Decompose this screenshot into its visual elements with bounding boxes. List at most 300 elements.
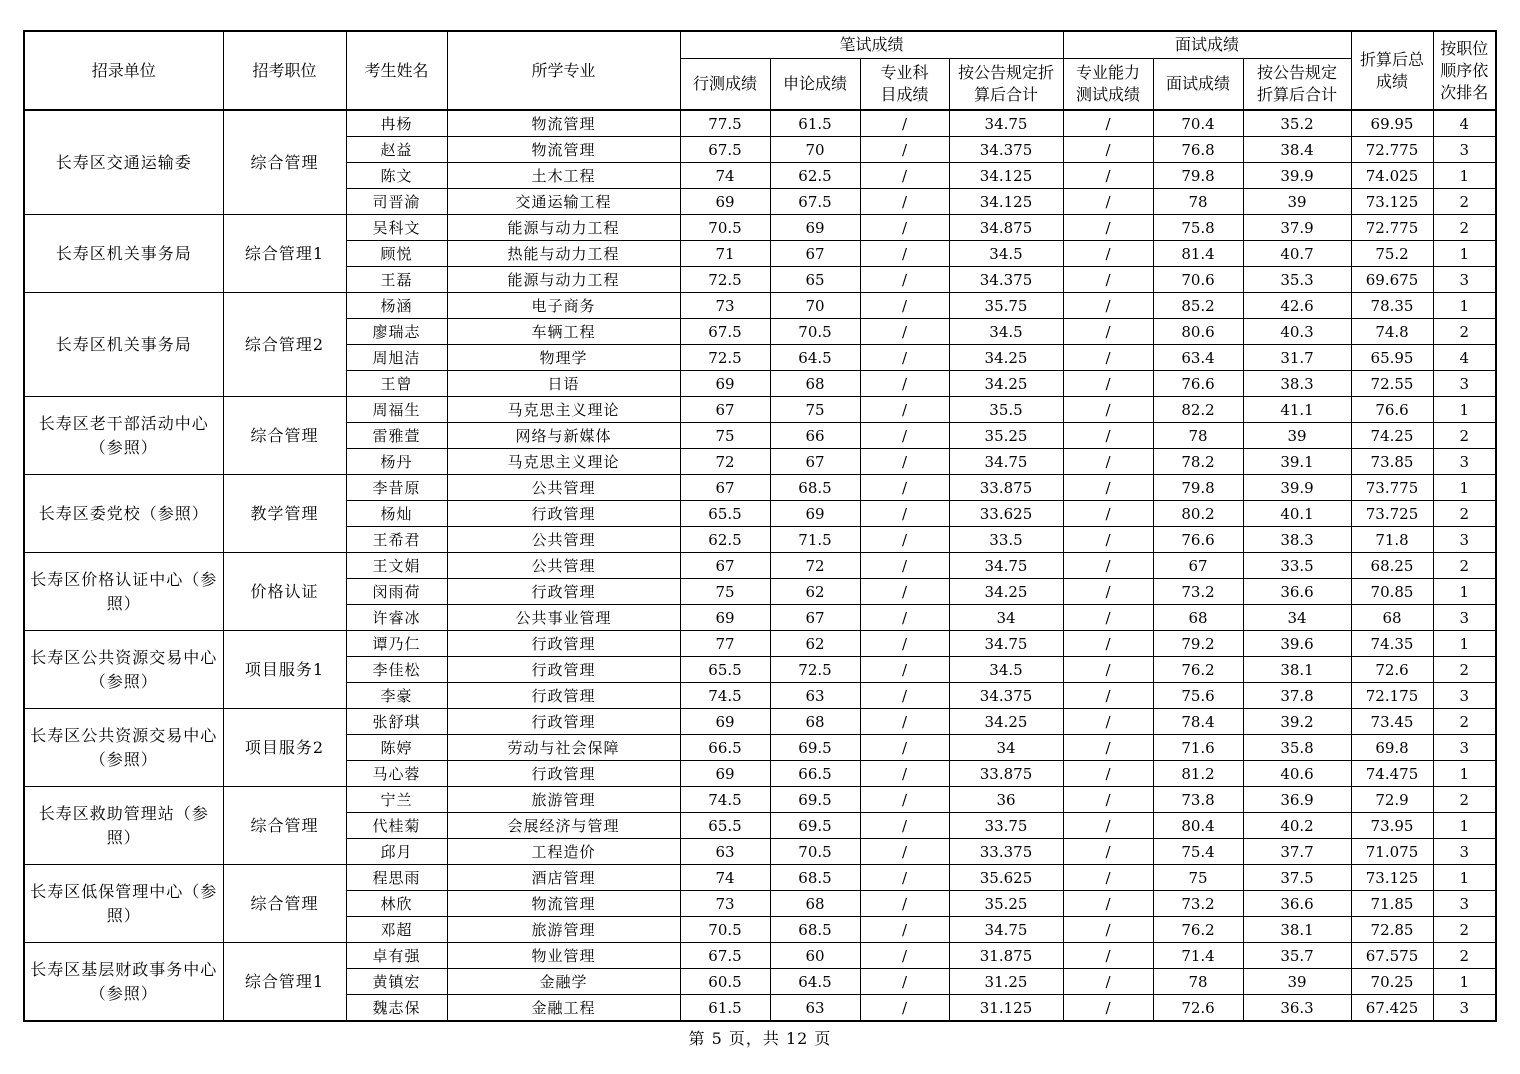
major: 物流管理 [447, 137, 680, 163]
xingce-score: 73 [680, 891, 770, 917]
shenlun-score: 67 [770, 605, 860, 631]
rank: 2 [1433, 423, 1496, 449]
major: 旅游管理 [447, 787, 680, 813]
header-interview: 面试成绩 [1153, 59, 1243, 111]
major: 金融学 [447, 969, 680, 995]
header-written-total: 按公告规定折算后合计 [949, 59, 1063, 111]
written-total: 33.5 [949, 527, 1063, 553]
table-row [24, 553, 1496, 579]
rank: 1 [1433, 579, 1496, 605]
special-subject-score: / [860, 969, 949, 995]
ability-test-score: / [1063, 813, 1153, 839]
ability-test-score: / [1063, 631, 1153, 657]
xingce-score: 72 [680, 449, 770, 475]
shenlun-score: 75 [770, 397, 860, 423]
special-subject-score: / [860, 293, 949, 319]
ability-test-score: / [1063, 189, 1153, 215]
written-total: 33.375 [949, 839, 1063, 865]
candidate-name: 邱月 [346, 839, 447, 865]
interview-total: 39.9 [1243, 475, 1351, 501]
major: 物流管理 [447, 891, 680, 917]
xingce-score: 73 [680, 293, 770, 319]
major: 车辆工程 [447, 319, 680, 345]
interview-total: 39 [1243, 189, 1351, 215]
special-subject-score: / [860, 605, 949, 631]
interview-score: 79.8 [1153, 163, 1243, 189]
interview-total: 35.3 [1243, 267, 1351, 293]
written-total: 34.25 [949, 371, 1063, 397]
rank: 3 [1433, 137, 1496, 163]
written-total: 34.375 [949, 683, 1063, 709]
ability-test-score: / [1063, 501, 1153, 527]
special-subject-score: / [860, 813, 949, 839]
shenlun-score: 66 [770, 423, 860, 449]
interview-score: 82.2 [1153, 397, 1243, 423]
interview-score: 80.2 [1153, 501, 1243, 527]
header-written-group: 笔试成绩 [680, 31, 1063, 59]
final-total: 73.125 [1351, 189, 1433, 215]
major: 马克思主义理论 [447, 397, 680, 423]
interview-score: 73.2 [1153, 579, 1243, 605]
job-position: 教学管理 [223, 475, 346, 553]
rank: 1 [1433, 969, 1496, 995]
ability-test-score: / [1063, 943, 1153, 969]
xingce-score: 65.5 [680, 813, 770, 839]
final-total: 73.125 [1351, 865, 1433, 891]
candidate-name: 顾悦 [346, 241, 447, 267]
shenlun-score: 67.5 [770, 189, 860, 215]
final-total: 68.25 [1351, 553, 1433, 579]
recruiting-unit: 长寿区交通运输委 [24, 110, 223, 215]
recruiting-unit: 长寿区基层财政事务中心（参照） [24, 943, 223, 1022]
major: 劳动与社会保障 [447, 735, 680, 761]
candidate-name: 王希君 [346, 527, 447, 553]
xingce-score: 75 [680, 423, 770, 449]
major: 能源与动力工程 [447, 215, 680, 241]
special-subject-score: / [860, 995, 949, 1022]
interview-score: 72.6 [1153, 995, 1243, 1022]
major: 土木工程 [447, 163, 680, 189]
major: 网络与新媒体 [447, 423, 680, 449]
interview-score: 73.2 [1153, 891, 1243, 917]
ability-test-score: / [1063, 709, 1153, 735]
final-total: 72.175 [1351, 683, 1433, 709]
candidate-name: 周福生 [346, 397, 447, 423]
final-total: 73.775 [1351, 475, 1433, 501]
table-row [24, 865, 1496, 891]
written-total: 33.875 [949, 761, 1063, 787]
final-total: 74.8 [1351, 319, 1433, 345]
interview-total: 38.3 [1243, 371, 1351, 397]
xingce-score: 67.5 [680, 137, 770, 163]
shenlun-score: 62 [770, 631, 860, 657]
interview-total: 36.9 [1243, 787, 1351, 813]
rank: 2 [1433, 917, 1496, 943]
shenlun-score: 63 [770, 995, 860, 1022]
candidate-name: 杨丹 [346, 449, 447, 475]
job-position: 价格认证 [223, 553, 346, 631]
interview-score: 76.6 [1153, 527, 1243, 553]
final-total: 71.85 [1351, 891, 1433, 917]
interview-total: 40.2 [1243, 813, 1351, 839]
special-subject-score: / [860, 137, 949, 163]
written-total: 34.875 [949, 215, 1063, 241]
rank: 1 [1433, 241, 1496, 267]
rank: 3 [1433, 371, 1496, 397]
xingce-score: 67 [680, 553, 770, 579]
ability-test-score: / [1063, 241, 1153, 267]
job-position: 综合管理 [223, 787, 346, 865]
special-subject-score: / [860, 397, 949, 423]
special-subject-score: / [860, 891, 949, 917]
interview-score: 75.6 [1153, 683, 1243, 709]
xingce-score: 72.5 [680, 267, 770, 293]
ability-test-score: / [1063, 267, 1153, 293]
header-interview-total: 按公告规定折算后合计 [1243, 59, 1351, 111]
page-footer: 第 5 页，共 12 页 [688, 1029, 832, 1048]
special-subject-score: / [860, 553, 949, 579]
special-subject-score: / [860, 735, 949, 761]
candidate-name: 廖瑞志 [346, 319, 447, 345]
candidate-name: 程思雨 [346, 865, 447, 891]
shenlun-score: 71.5 [770, 527, 860, 553]
table-row [24, 215, 1496, 241]
candidate-name: 魏志保 [346, 995, 447, 1022]
major: 物理学 [447, 345, 680, 371]
ability-test-score: / [1063, 293, 1153, 319]
shenlun-score: 72 [770, 553, 860, 579]
ability-test-score: / [1063, 761, 1153, 787]
major: 行政管理 [447, 631, 680, 657]
special-subject-score: / [860, 163, 949, 189]
written-total: 34.125 [949, 189, 1063, 215]
interview-score: 70.4 [1153, 110, 1243, 137]
final-total: 69.95 [1351, 110, 1433, 137]
interview-total: 35.7 [1243, 943, 1351, 969]
major: 交通运输工程 [447, 189, 680, 215]
shenlun-score: 61.5 [770, 110, 860, 137]
ability-test-score: / [1063, 371, 1153, 397]
final-total: 74.25 [1351, 423, 1433, 449]
ability-test-score: / [1063, 787, 1153, 813]
rank: 2 [1433, 657, 1496, 683]
special-subject-score: / [860, 527, 949, 553]
rank: 4 [1433, 345, 1496, 371]
interview-total: 39.9 [1243, 163, 1351, 189]
interview-total: 33.5 [1243, 553, 1351, 579]
written-total: 33.75 [949, 813, 1063, 839]
xingce-score: 67.5 [680, 319, 770, 345]
xingce-score: 72.5 [680, 345, 770, 371]
interview-total: 38.3 [1243, 527, 1351, 553]
special-subject-score: / [860, 319, 949, 345]
shenlun-score: 69.5 [770, 735, 860, 761]
interview-total: 40.1 [1243, 501, 1351, 527]
ability-test-score: / [1063, 553, 1153, 579]
interview-total: 39.6 [1243, 631, 1351, 657]
table-row [24, 787, 1496, 813]
final-total: 76.6 [1351, 397, 1433, 423]
rank: 1 [1433, 397, 1496, 423]
rank: 3 [1433, 735, 1496, 761]
header-unit: 招录单位 [24, 31, 223, 110]
special-subject-score: / [860, 423, 949, 449]
ability-test-score: / [1063, 657, 1153, 683]
interview-score: 76.2 [1153, 917, 1243, 943]
written-total: 34.125 [949, 163, 1063, 189]
major: 公共管理 [447, 527, 680, 553]
recruiting-unit: 长寿区老干部活动中心（参照） [24, 397, 223, 475]
final-total: 67.575 [1351, 943, 1433, 969]
shenlun-score: 67 [770, 449, 860, 475]
table-row [24, 293, 1496, 319]
xingce-score: 74 [680, 163, 770, 189]
final-total: 75.2 [1351, 241, 1433, 267]
recruiting-unit: 长寿区委党校（参照） [24, 475, 223, 553]
ability-test-score: / [1063, 865, 1153, 891]
interview-total: 37.5 [1243, 865, 1351, 891]
written-total: 34 [949, 605, 1063, 631]
xingce-score: 60.5 [680, 969, 770, 995]
candidate-name: 宁兰 [346, 787, 447, 813]
shenlun-score: 62.5 [770, 163, 860, 189]
ability-test-score: / [1063, 605, 1153, 631]
candidate-name: 陈婷 [346, 735, 447, 761]
xingce-score: 69 [680, 761, 770, 787]
special-subject-score: / [860, 683, 949, 709]
interview-score: 71.6 [1153, 735, 1243, 761]
score-table [23, 30, 1497, 1022]
shenlun-score: 69 [770, 501, 860, 527]
major: 能源与动力工程 [447, 267, 680, 293]
major: 电子商务 [447, 293, 680, 319]
xingce-score: 69 [680, 371, 770, 397]
rank: 3 [1433, 891, 1496, 917]
shenlun-score: 70.5 [770, 319, 860, 345]
ability-test-score: / [1063, 319, 1153, 345]
shenlun-score: 68.5 [770, 917, 860, 943]
written-total: 34.25 [949, 579, 1063, 605]
special-subject-score: / [860, 761, 949, 787]
interview-total: 36.3 [1243, 995, 1351, 1022]
candidate-name: 卓有强 [346, 943, 447, 969]
interview-total: 40.3 [1243, 319, 1351, 345]
xingce-score: 67 [680, 475, 770, 501]
job-position: 项目服务2 [223, 709, 346, 787]
ability-test-score: / [1063, 891, 1153, 917]
interview-score: 70.6 [1153, 267, 1243, 293]
header-major: 所学专业 [447, 31, 680, 110]
interview-total: 36.6 [1243, 891, 1351, 917]
xingce-score: 74.5 [680, 787, 770, 813]
interview-total: 35.2 [1243, 110, 1351, 137]
candidate-name: 吴科文 [346, 215, 447, 241]
written-total: 35.25 [949, 423, 1063, 449]
job-position: 综合管理2 [223, 293, 346, 397]
final-total: 73.95 [1351, 813, 1433, 839]
major: 酒店管理 [447, 865, 680, 891]
major: 物业管理 [447, 943, 680, 969]
candidate-name: 王磊 [346, 267, 447, 293]
special-subject-score: / [860, 345, 949, 371]
shenlun-score: 70 [770, 137, 860, 163]
candidate-name: 林欣 [346, 891, 447, 917]
final-total: 72.775 [1351, 137, 1433, 163]
special-subject-score: / [860, 475, 949, 501]
header-name: 考生姓名 [346, 31, 447, 110]
job-position: 综合管理 [223, 397, 346, 475]
ability-test-score: / [1063, 423, 1153, 449]
special-subject-score: / [860, 189, 949, 215]
interview-total: 37.7 [1243, 839, 1351, 865]
interview-score: 73.8 [1153, 787, 1243, 813]
candidate-name: 王文娟 [346, 553, 447, 579]
written-total: 34.75 [949, 449, 1063, 475]
candidate-name: 赵益 [346, 137, 447, 163]
interview-total: 39 [1243, 969, 1351, 995]
table-row [24, 397, 1496, 423]
rank: 2 [1433, 189, 1496, 215]
interview-total: 39.1 [1243, 449, 1351, 475]
rank: 3 [1433, 995, 1496, 1022]
final-total: 73.85 [1351, 449, 1433, 475]
candidate-name: 杨涵 [346, 293, 447, 319]
shenlun-score: 64.5 [770, 345, 860, 371]
special-subject-score: / [860, 631, 949, 657]
final-total: 70.85 [1351, 579, 1433, 605]
final-total: 74.35 [1351, 631, 1433, 657]
candidate-name: 王曾 [346, 371, 447, 397]
rank: 2 [1433, 215, 1496, 241]
interview-total: 39.2 [1243, 709, 1351, 735]
written-total: 34.75 [949, 917, 1063, 943]
ability-test-score: / [1063, 839, 1153, 865]
candidate-name: 李佳松 [346, 657, 447, 683]
candidate-name: 张舒琪 [346, 709, 447, 735]
special-subject-score: / [860, 917, 949, 943]
interview-score: 75 [1153, 865, 1243, 891]
interview-total: 37.9 [1243, 215, 1351, 241]
written-total: 34.75 [949, 553, 1063, 579]
xingce-score: 61.5 [680, 995, 770, 1022]
ability-test-score: / [1063, 917, 1153, 943]
interview-score: 71.4 [1153, 943, 1243, 969]
interview-score: 80.6 [1153, 319, 1243, 345]
major: 会展经济与管理 [447, 813, 680, 839]
candidate-name: 李昔原 [346, 475, 447, 501]
shenlun-score: 62 [770, 579, 860, 605]
shenlun-score: 68 [770, 709, 860, 735]
final-total: 71.075 [1351, 839, 1433, 865]
xingce-score: 71 [680, 241, 770, 267]
candidate-name: 雷雅萱 [346, 423, 447, 449]
major: 公共管理 [447, 553, 680, 579]
interview-score: 78.4 [1153, 709, 1243, 735]
candidate-name: 周旭洁 [346, 345, 447, 371]
special-subject-score: / [860, 267, 949, 293]
interview-total: 36.6 [1243, 579, 1351, 605]
rank: 4 [1433, 110, 1496, 137]
xingce-score: 65.5 [680, 657, 770, 683]
written-total: 35.25 [949, 891, 1063, 917]
rank: 2 [1433, 709, 1496, 735]
interview-total: 40.7 [1243, 241, 1351, 267]
interview-score: 78 [1153, 969, 1243, 995]
interview-score: 85.2 [1153, 293, 1243, 319]
final-total: 71.8 [1351, 527, 1433, 553]
ability-test-score: / [1063, 345, 1153, 371]
special-subject-score: / [860, 865, 949, 891]
candidate-name: 黄镇宏 [346, 969, 447, 995]
ability-test-score: / [1063, 449, 1153, 475]
xingce-score: 69 [680, 189, 770, 215]
final-total: 72.85 [1351, 917, 1433, 943]
major: 公共事业管理 [447, 605, 680, 631]
shenlun-score: 63 [770, 683, 860, 709]
shenlun-score: 72.5 [770, 657, 860, 683]
rank: 2 [1433, 787, 1496, 813]
special-subject-score: / [860, 839, 949, 865]
ability-test-score: / [1063, 397, 1153, 423]
xingce-score: 65.5 [680, 501, 770, 527]
written-total: 34.375 [949, 267, 1063, 293]
xingce-score: 69 [680, 709, 770, 735]
final-total: 67.425 [1351, 995, 1433, 1022]
written-total: 34.25 [949, 709, 1063, 735]
written-total: 33.625 [949, 501, 1063, 527]
major: 金融工程 [447, 995, 680, 1022]
interview-total: 37.8 [1243, 683, 1351, 709]
written-total: 34.75 [949, 110, 1063, 137]
special-subject-score: / [860, 943, 949, 969]
shenlun-score: 69.5 [770, 787, 860, 813]
written-total: 36 [949, 787, 1063, 813]
interview-total: 34 [1243, 605, 1351, 631]
final-total: 69.8 [1351, 735, 1433, 761]
table-row [24, 475, 1496, 501]
interview-score: 68 [1153, 605, 1243, 631]
rank: 3 [1433, 605, 1496, 631]
ability-test-score: / [1063, 137, 1153, 163]
interview-score: 80.4 [1153, 813, 1243, 839]
interview-total: 38.1 [1243, 657, 1351, 683]
ability-test-score: / [1063, 215, 1153, 241]
xingce-score: 66.5 [680, 735, 770, 761]
shenlun-score: 64.5 [770, 969, 860, 995]
xingce-score: 63 [680, 839, 770, 865]
major: 行政管理 [447, 579, 680, 605]
candidate-name: 冉杨 [346, 110, 447, 137]
written-total: 34.25 [949, 345, 1063, 371]
rank: 3 [1433, 267, 1496, 293]
special-subject-score: / [860, 110, 949, 137]
interview-score: 79.2 [1153, 631, 1243, 657]
shenlun-score: 60 [770, 943, 860, 969]
interview-total: 38.1 [1243, 917, 1351, 943]
rank: 3 [1433, 683, 1496, 709]
header-ability: 专业能力测试成绩 [1063, 59, 1153, 111]
major: 物流管理 [447, 110, 680, 137]
header-special: 专业科目成绩 [860, 59, 949, 111]
job-position: 项目服务1 [223, 631, 346, 709]
major: 马克思主义理论 [447, 449, 680, 475]
written-total: 31.875 [949, 943, 1063, 969]
special-subject-score: / [860, 449, 949, 475]
candidate-name: 杨灿 [346, 501, 447, 527]
interview-score: 81.2 [1153, 761, 1243, 787]
interview-total: 41.1 [1243, 397, 1351, 423]
rank: 1 [1433, 475, 1496, 501]
